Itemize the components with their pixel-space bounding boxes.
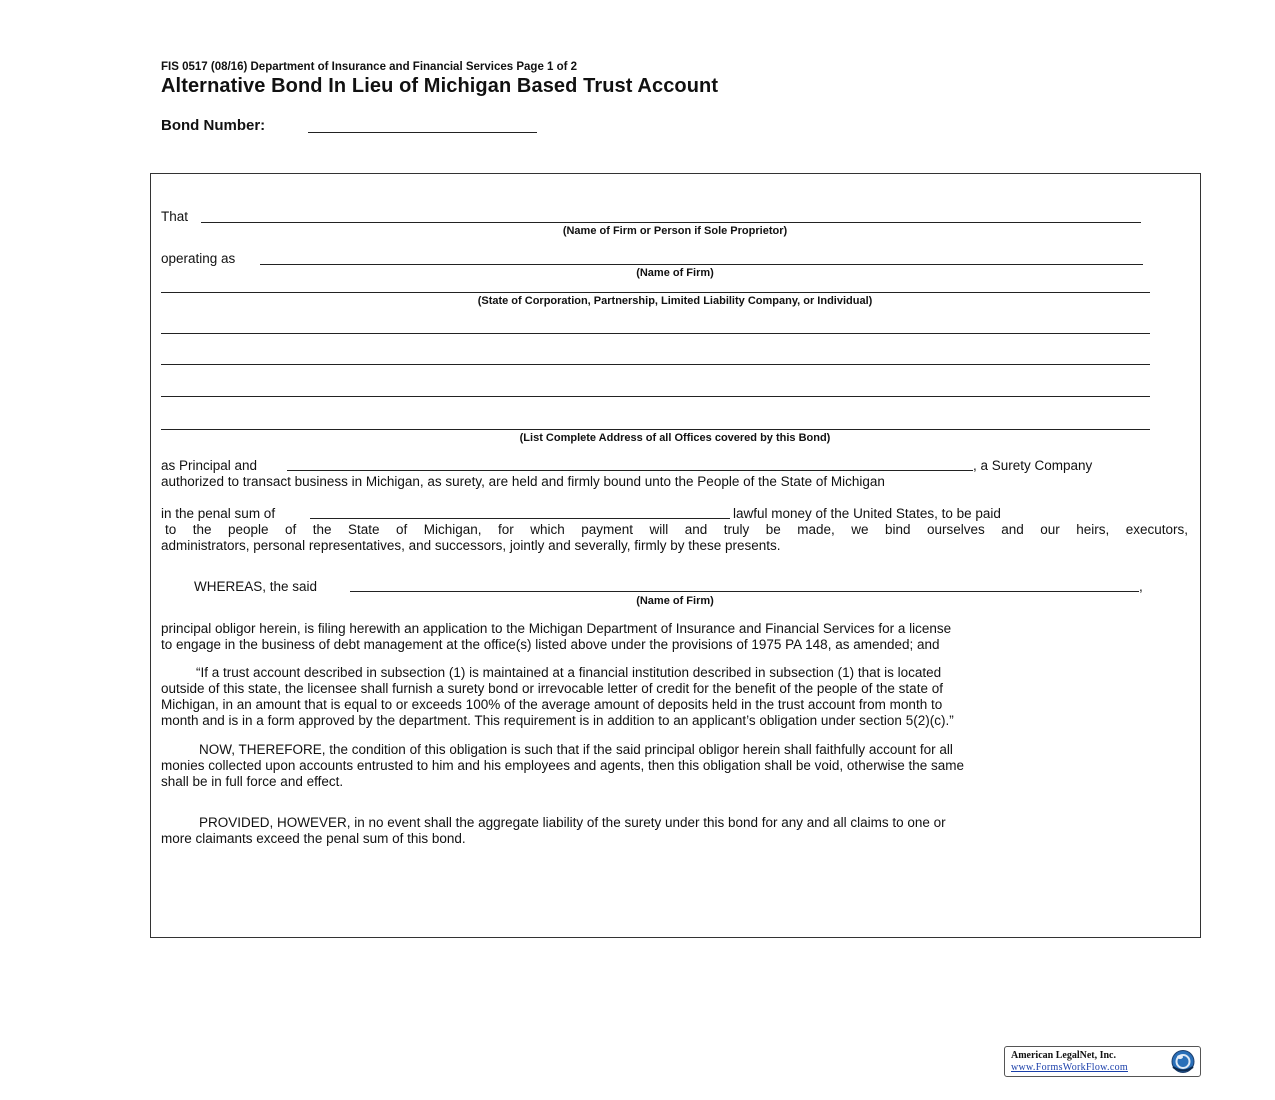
entity-type-field[interactable] (161, 292, 1150, 293)
bond-number-label: Bond Number: (161, 117, 266, 134)
whereas-firm-field[interactable] (350, 591, 1139, 592)
address-caption: (List Complete Address of all Offices covered by this Bond) (519, 432, 831, 444)
address-line-1-field[interactable] (161, 333, 1150, 334)
whereas-firm-caption: (Name of Firm) (636, 595, 714, 607)
provided-however-line-2: more claimants exceed the penal sum of this bond. (161, 831, 466, 846)
address-line-2-field[interactable] (161, 364, 1150, 365)
obligor-text-line-2: to engage in the business of debt management at the office(s) listed above under the provisions of 1975 PA 148, as amended; and (161, 637, 940, 652)
that-label: That (161, 209, 189, 224)
statute-quote-line-4: month and is in a form approved by the department. This requirement is in addition to an applicant’s obligation under section 5(2)(c).” (161, 713, 954, 728)
operating-as-field[interactable] (260, 264, 1143, 265)
penal-sum-field[interactable] (310, 518, 730, 519)
provided-however-line-1: PROVIDED, HOWEVER, in no event shall the aggregate liability of the surety under this bond for any and all claims to one or (199, 815, 946, 830)
entity-type-caption: (State of Corporation, Partnership, Limited Liability Company, or Individual) (477, 295, 873, 307)
bond-number-field[interactable] (308, 132, 537, 133)
address-line-4-field[interactable] (161, 429, 1150, 430)
firm-name-caption: (Name of Firm) (636, 267, 714, 279)
now-therefore-line-1: NOW, THEREFORE, the condition of this obligation is such that if the said principal obligor herein shall faithfully account for all (199, 742, 953, 757)
now-therefore-line-2: monies collected upon accounts entrusted to him and his employees and agents, then this obligation shall be void, otherwise the same (161, 758, 964, 773)
obligor-text-line-1: principal obligor herein, is filing herewith an application to the Michigan Department of Insurance and Financial Services for a license (161, 621, 952, 636)
bind-text-line-1: to the people of the State of Michigan, for which payment will and truly be made, we bind ourselves and our heirs, executors, (165, 522, 1188, 537)
bind-text-line-2: administrators, personal representatives, and successors, jointly and severally, firmly by these presents. (161, 538, 781, 553)
form-header-line: FIS 0517 (08/16) Department of Insurance and Financial Services Page 1 of 2 (161, 61, 578, 73)
firm-or-person-field[interactable] (201, 222, 1141, 223)
lawful-money-text: lawful money of the United States, to be paid (733, 506, 1001, 521)
globe-icon (1170, 1049, 1196, 1074)
logo-website-link[interactable]: www.FormsWorkFlow.com (1011, 1062, 1128, 1073)
page-title: Alternative Bond In Lieu of Michigan Based Trust Account (161, 75, 719, 97)
penal-sum-label: in the penal sum of (161, 506, 276, 521)
principal-label: as Principal and (161, 458, 258, 473)
statute-quote-line-3: Michigan, in an amount that is equal to or exceeds 100% of the average amount of deposits held in the trust account from month to (161, 697, 943, 712)
address-line-3-field[interactable] (161, 396, 1150, 397)
statute-quote-line-1: “If a trust account described in subsection (1) is maintained at a financial institution described in subsection (1) that is located (196, 665, 942, 680)
logo-company-name: American LegalNet, Inc. (1011, 1050, 1116, 1061)
whereas-comma: , (1139, 579, 1143, 594)
surety-company-label: , a Surety Company (973, 458, 1093, 473)
authorized-text: authorized to transact business in Michigan, as surety, are held and firmly bound unto the People of the State of Michigan (161, 474, 885, 489)
statute-quote-line-2: outside of this state, the licensee shall furnish a surety bond or irrevocable letter of credit for the benefit of the people of the state of (161, 681, 943, 696)
firm-or-person-caption: (Name of Firm or Person if Sole Proprietor) (562, 225, 788, 237)
american-legalnet-logo (1004, 1046, 1201, 1077)
now-therefore-line-3: shall be in full force and effect. (161, 774, 344, 789)
operating-as-label: operating as (161, 251, 236, 266)
whereas-label: WHEREAS, the said (194, 579, 318, 594)
surety-company-field[interactable] (287, 470, 973, 471)
